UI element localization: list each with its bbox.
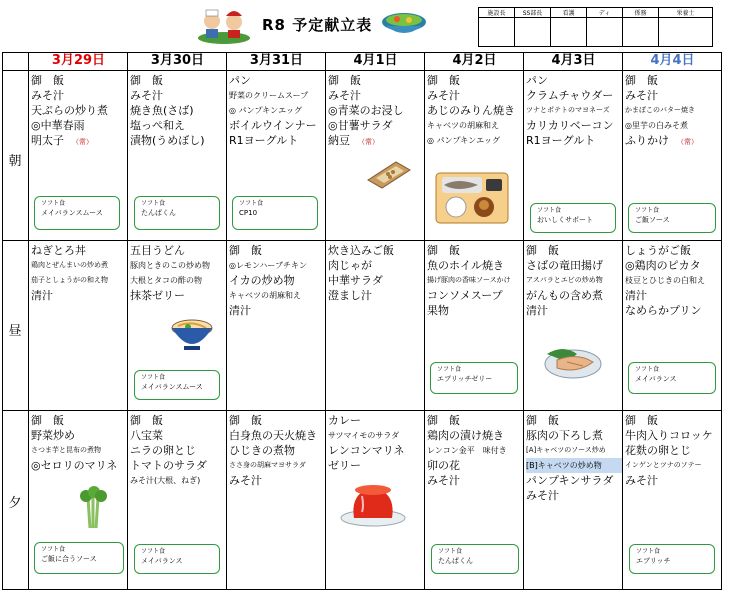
menu-item: しょうがご飯 (625, 244, 691, 257)
soft-food-box: ソフト食 メイバランス (628, 362, 716, 394)
menu-item: インゲンとツナのソテー (625, 461, 702, 469)
dinner-cell-2 (229, 413, 325, 488)
day-header: 3月29日 (51, 53, 106, 68)
menu-item: 五目うどん (130, 244, 185, 257)
menu-item: サツマイモのサラダ (328, 431, 400, 440)
menu-item: カリカリベーコン (526, 119, 614, 132)
dinner-cell-1 (130, 413, 226, 488)
menu-item: 塩っぺ和え (130, 119, 185, 132)
dinner-cell-6 (625, 413, 721, 488)
breakfast-cell-0 (31, 73, 127, 148)
udon-bowl-illustration (170, 316, 214, 356)
soft-food-box: ソフト食 たんぱくん (134, 196, 220, 230)
day-header: 4月2日 (452, 53, 497, 68)
menu-item: ツナとポテトのマヨネーズ (526, 106, 610, 114)
dinner-cell-4 (427, 413, 523, 488)
menu-item: 御 飯 (625, 74, 658, 87)
menu-item: R1ヨーグルト (229, 134, 299, 147)
breakfast-cell-3 (328, 73, 424, 148)
menu-item: アスパラとエビの炒め物 (526, 276, 603, 284)
menu-item: 明太子 (31, 134, 64, 147)
menu-item: 中華サラダ (328, 274, 383, 287)
menu-item: 果物 (427, 304, 449, 317)
stamp-role: 栄養士 (659, 8, 713, 18)
menu-item: クラムチャウダー (526, 89, 614, 102)
menu-item: 御 飯 (526, 414, 559, 427)
menu-item: ◎青菜のお浸し (328, 104, 404, 117)
menu-item: 炊き込みご飯 (328, 244, 394, 257)
meal-label-dinner: 夕 (8, 496, 22, 511)
menu-item: 野菜炒め (31, 429, 75, 442)
stamp-box[interactable] (623, 18, 659, 47)
menu-item: 白身魚の天火焼き (229, 429, 317, 442)
menu-item: みそ汁 (31, 89, 64, 102)
menu-item: 肉じゃが (328, 259, 372, 272)
soft-food-box: ソフト食 メイバランスムース (134, 370, 220, 400)
day-header: 3月31日 (249, 53, 304, 68)
menu-item: 清汁 (31, 289, 53, 302)
soft-food-box: ソフト食 ご飯に合うソース (34, 542, 124, 574)
menu-item: 澄まし汁 (328, 289, 372, 302)
soft-food-box: ソフト食 ご飯ソース (628, 203, 716, 233)
menu-item: ニラの卵とじ (130, 444, 196, 457)
breakfast-cell-1 (130, 73, 226, 148)
menu-item: さばの竜田揚げ (526, 259, 603, 272)
menu-item: 豚肉ときのこの炒め物 (130, 261, 210, 270)
menu-item: コンソメスープ (427, 289, 503, 302)
menu-item: ひじきの煮物 (229, 444, 295, 457)
menu-item: ◎ パンプキンエッグ (427, 136, 500, 145)
menu-item: ◎ パンプキンエッグ (229, 106, 302, 115)
menu-item: みそ汁 (427, 474, 460, 487)
lunch-cell-4 (427, 243, 523, 318)
cooks-illustration (196, 4, 252, 44)
menu-item: 鶏肉の漬け焼き (427, 429, 504, 442)
menu-item: 御 飯 (625, 414, 658, 427)
menu-item: 御 飯 (328, 74, 361, 87)
menu-item: 御 飯 (427, 244, 460, 257)
menu-item: 枝豆とひじきの白和え (625, 276, 705, 285)
regular-diet-tag: （常） (72, 138, 93, 146)
menu-item: キャベツの胡麻和え (229, 291, 301, 300)
menu-item: ◎甘薯サラダ (328, 119, 393, 132)
menu-item: 花麩の卵とじ (625, 444, 691, 457)
menu-item: ◎セロリのマリネ (31, 459, 118, 472)
menu-item: 御 飯 (130, 414, 163, 427)
menu-item: レンコンマリネ (328, 444, 405, 457)
menu-item: 御 飯 (526, 244, 559, 257)
menu-item: 八宝菜 (130, 429, 163, 442)
menu-item: 焼き魚(さば) (130, 104, 194, 117)
menu-item: 茄子としょうがの和え物 (31, 276, 108, 284)
menu-item: ボイルウインナー (229, 119, 317, 132)
menu-item: みそ汁 (427, 89, 460, 102)
lunch-cell-0 (31, 243, 127, 303)
jelly-illustration (338, 478, 408, 528)
menu-item: 清汁 (625, 289, 647, 302)
soft-food-box: ソフト食 エブリッチ (629, 544, 715, 574)
menu-item: 魚のホイル焼き (427, 259, 504, 272)
soft-food-box: ソフト食 CP10 (232, 196, 318, 230)
stamp-box[interactable] (551, 18, 587, 47)
menu-item: みそ汁 (526, 489, 559, 502)
menu-item: 抹茶ゼリー (130, 289, 185, 302)
menu-item: 鶏肉とぜんまいの炒め煮 (31, 261, 108, 269)
menu-item: ゼリー (328, 459, 361, 472)
menu-item: 牛肉入りコロッケ (625, 429, 713, 442)
regular-diet-tag: （常） (358, 138, 379, 146)
menu-item: 漬物(うめぼし) (130, 134, 205, 147)
menu-item: さつま芋と昆布の煮物 (31, 446, 101, 454)
menu-item: かまぼこのバター焼き (625, 106, 695, 114)
menu-item: 清汁 (526, 304, 548, 317)
soft-food-box: ソフト食 エブリッチゼリー (430, 362, 518, 394)
day-header: 4月3日 (551, 53, 596, 68)
regular-diet-tag: （常） (677, 138, 698, 146)
menu-item: あじのみりん焼き (427, 104, 515, 117)
soft-food-box: ソフト食 おいしくサポート (530, 203, 616, 233)
fried-fish-illustration (543, 340, 603, 380)
page-title: R8 予定献立表 (262, 16, 373, 34)
menu-item: R1ヨーグルト (526, 134, 596, 147)
menu-item: ◎中華春雨 (31, 119, 85, 132)
menu-item: カレー (328, 414, 361, 427)
food-bowl-illustration (380, 8, 428, 40)
menu-item: [A]キャベツのソース炒め (526, 446, 606, 454)
natto-illustration (366, 158, 412, 192)
meal-label-lunch: 昼 (8, 324, 22, 339)
stamp-role: 施設長 (479, 8, 515, 18)
breakfast-cell-6 (625, 73, 721, 148)
lunch-cell-1 (130, 243, 226, 303)
breakfast-cell-4 (427, 73, 523, 148)
menu-item: 清汁 (229, 304, 251, 317)
stamp-box[interactable] (515, 18, 551, 47)
menu-item: キャベツの胡麻和え (427, 121, 499, 130)
day-header: 4月1日 (353, 53, 398, 68)
soft-food-box: ソフト食 メイバランスムース (34, 196, 120, 230)
menu-item: がんもの含め煮 (526, 289, 603, 302)
menu-item: ねぎとろ丼 (31, 244, 86, 257)
stamp-box[interactable] (479, 18, 515, 47)
menu-item: 御 飯 (229, 244, 262, 257)
menu-item: パンプキンサラダ (526, 474, 614, 487)
menu-item: パン (229, 74, 251, 87)
stamp-role: 看護 (551, 8, 587, 18)
breakfast-cell-2 (229, 73, 325, 148)
menu-item: 天ぷらの炒り煮 (31, 104, 108, 117)
day-header: 4月4日 (650, 53, 695, 68)
menu-item: 野菜のクリームスープ (229, 91, 309, 100)
menu-item: 御 飯 (31, 74, 64, 87)
menu-item: ささ身の胡麻マヨサラダ (229, 461, 306, 469)
stamp-role: ディ (587, 8, 623, 18)
menu-item: ◎里芋の白みそ煮 (625, 121, 688, 130)
celery-illustration (78, 486, 108, 530)
menu-item: ◎レモンハーブチキン (229, 261, 307, 270)
menu-item: みそ汁 (625, 474, 658, 487)
menu-item: 御 飯 (130, 74, 163, 87)
japanese-breakfast-illustration (434, 167, 510, 227)
dinner-cell-0 (31, 413, 127, 473)
menu-item: みそ汁(大根、ねぎ) (130, 476, 201, 485)
lunch-cell-6 (625, 243, 721, 318)
stamp-box[interactable] (587, 18, 623, 47)
menu-item: 豚肉の下ろし煮 (526, 429, 603, 442)
dinner-cell-3 (328, 413, 424, 473)
menu-item: 揚げ豚肉の香味ソースかけ (427, 276, 511, 284)
menu-item: 納豆 (328, 134, 350, 147)
menu-item: レンコン金平 味付き (427, 446, 507, 455)
lunch-cell-2 (229, 243, 325, 318)
menu-item: パン (526, 74, 548, 87)
menu-item: みそ汁 (229, 474, 262, 487)
menu-item: 御 飯 (427, 414, 460, 427)
menu-item: 御 飯 (229, 414, 262, 427)
dinner-cell-5 (526, 413, 622, 503)
soft-food-box: ソフト食 メイバランス (134, 544, 220, 574)
menu-item: みそ汁 (625, 89, 658, 102)
menu-item: イカの炒め物 (229, 274, 295, 287)
lunch-cell-5 (526, 243, 622, 318)
meal-label-breakfast: 朝 (8, 154, 22, 169)
menu-item: みそ汁 (130, 89, 163, 102)
stamp-box[interactable] (659, 18, 713, 47)
menu-item: なめらかプリン (625, 304, 702, 317)
menu-item: ◎鶏肉のピカタ (625, 259, 701, 272)
day-header: 3月30日 (150, 53, 205, 68)
menu-item: トマトのサラダ (130, 459, 207, 472)
menu-item: 御 飯 (31, 414, 64, 427)
menu-item: 卯の花 (427, 459, 460, 472)
menu-item: ふりかけ (625, 134, 669, 147)
menu-item: [B]キャベツの炒め物 (526, 458, 622, 473)
menu-item: みそ汁 (328, 89, 361, 102)
approval-stamp-table (478, 7, 713, 47)
lunch-cell-3 (328, 243, 424, 303)
stamp-role: 係務 (623, 8, 659, 18)
menu-item: 御 飯 (427, 74, 460, 87)
soft-food-box: ソフト食 たんぱくん (431, 544, 519, 574)
breakfast-cell-5 (526, 73, 622, 148)
menu-item: 大根とタコの酢の物 (130, 276, 202, 285)
stamp-role: SS部長 (515, 8, 551, 18)
